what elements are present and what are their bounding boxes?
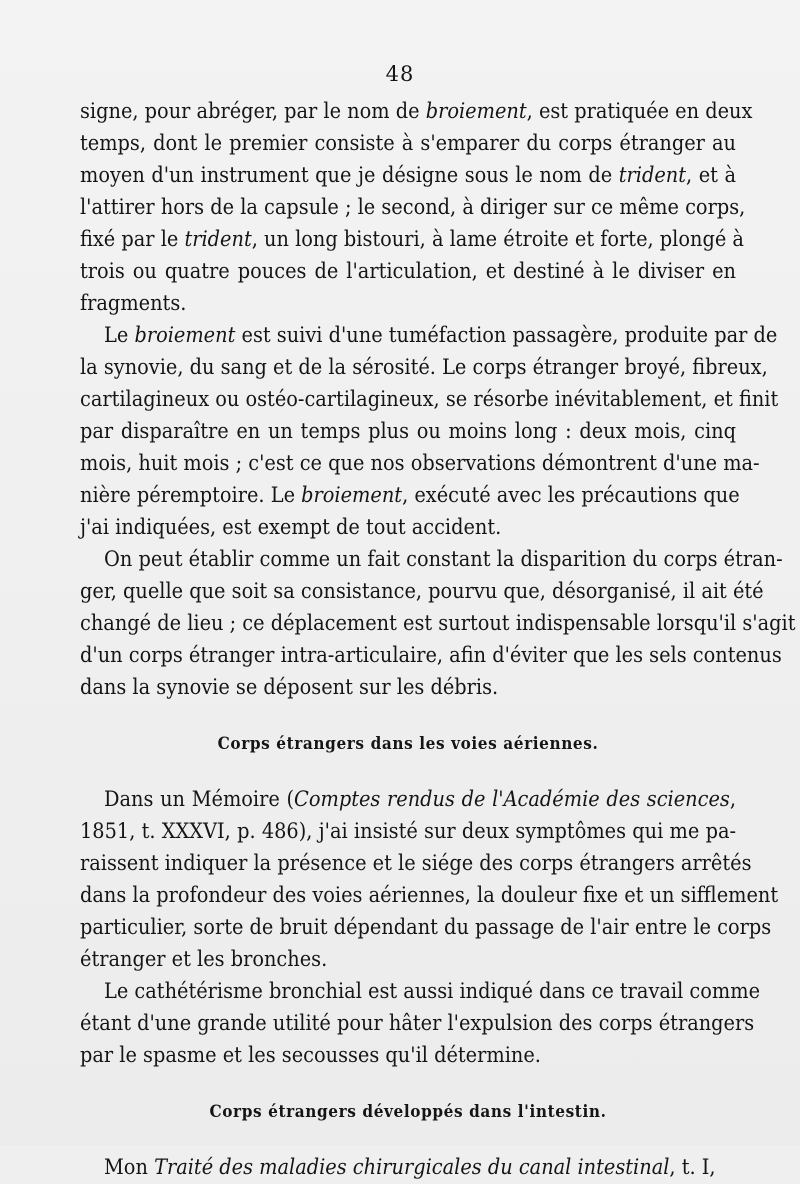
paragraph xyxy=(80,976,761,1072)
text-line: Mon Traité des maladies chirurgicales du canal intestinal, t. I, xyxy=(104,1155,716,1180)
text-line: étant d'une grande utilité pour hâter l'expulsion des corps étrangers xyxy=(80,1011,755,1036)
paragraph xyxy=(80,544,796,704)
text-line: cartilagineux ou ostéo-cartilagineux, se résorbe inévitablement, et finit xyxy=(80,387,779,412)
text-line: mois, huit mois ; c'est ce que nos observations démontrent d'une ma- xyxy=(80,451,760,476)
text-line: dans la synovie se déposent sur les débris. xyxy=(80,675,499,700)
text-line: 1851, t. XXXVI, p. 486), j'ai insisté sur deux symptômes qui me pa- xyxy=(80,819,736,844)
text-line: particulier, sorte de bruit dépendant du passage de l'air entre le corps xyxy=(80,915,772,940)
paragraph xyxy=(80,1152,736,1184)
text-line: moyen d'un instrument que je désigne sous le nom de trident, et à xyxy=(80,163,736,188)
text-line: j'ai indiquées, est exempt de tout accident. xyxy=(80,515,502,540)
text-line: dans la profondeur des voies aériennes, la douleur fixe et un sifflement xyxy=(80,883,779,908)
paragraph xyxy=(80,784,779,976)
text-line: signe, pour abréger, par le nom de broiement, est pratiquée en deux xyxy=(80,99,753,124)
text-line: par le spasme et les secousses qu'il détermine. xyxy=(80,1043,541,1068)
text-line: temps, dont le premier consiste à s'emparer du corps étranger au xyxy=(80,131,736,156)
text-line: Dans un Mémoire (Comptes rendus de l'Académie des sciences, xyxy=(104,787,736,812)
text-line: On peut établir comme un fait constant la disparition du corps étran- xyxy=(104,547,783,572)
text-line: étranger et les bronches. xyxy=(80,947,328,972)
text-line: nière péremptoire. Le broiement, exécuté avec les précautions que xyxy=(80,483,740,508)
section-heading: Corps étrangers développés dans l'intestin. xyxy=(209,1102,607,1122)
section-heading: Corps étrangers dans les voies aériennes. xyxy=(217,734,599,754)
text-line: l'attirer hors de la capsule ; le second, à diriger sur ce même corps, xyxy=(80,195,746,220)
body-text xyxy=(80,96,796,1184)
text-line: trois ou quatre pouces de l'articulation, et destiné à le diviser en xyxy=(80,259,736,284)
text-line: changé de lieu ; ce déplacement est surtout indispensable lorsqu'il s'agit xyxy=(80,611,796,636)
text-line: Le broiement est suivi d'une tuméfaction passagère, produite par de xyxy=(104,323,778,348)
text-line: raissent indiquer la présence et le siége des corps étrangers arrêtés xyxy=(80,851,752,876)
text-line: d'un corps étranger intra-articulaire, afin d'éviter que les sels contenus xyxy=(80,643,782,668)
text-line: ger, quelle que soit sa consistance, pourvu que, désorganisé, il ait été xyxy=(80,579,764,604)
text-line: la synovie, du sang et de la sérosité. Le corps étranger broyé, fibreux, xyxy=(80,355,768,380)
paragraph xyxy=(80,96,753,320)
page-number: 48 xyxy=(385,62,415,86)
text-line: fixé par le trident, un long bistouri, à lame étroite et forte, plongé à xyxy=(80,227,744,252)
text-line: fragments. xyxy=(80,291,187,316)
paragraph xyxy=(80,320,779,544)
text-line: Le cathétérisme bronchial est aussi indiqué dans ce travail comme xyxy=(104,979,761,1004)
text-line: par disparaître en un temps plus ou moins long : deux mois, cinq xyxy=(80,419,736,444)
